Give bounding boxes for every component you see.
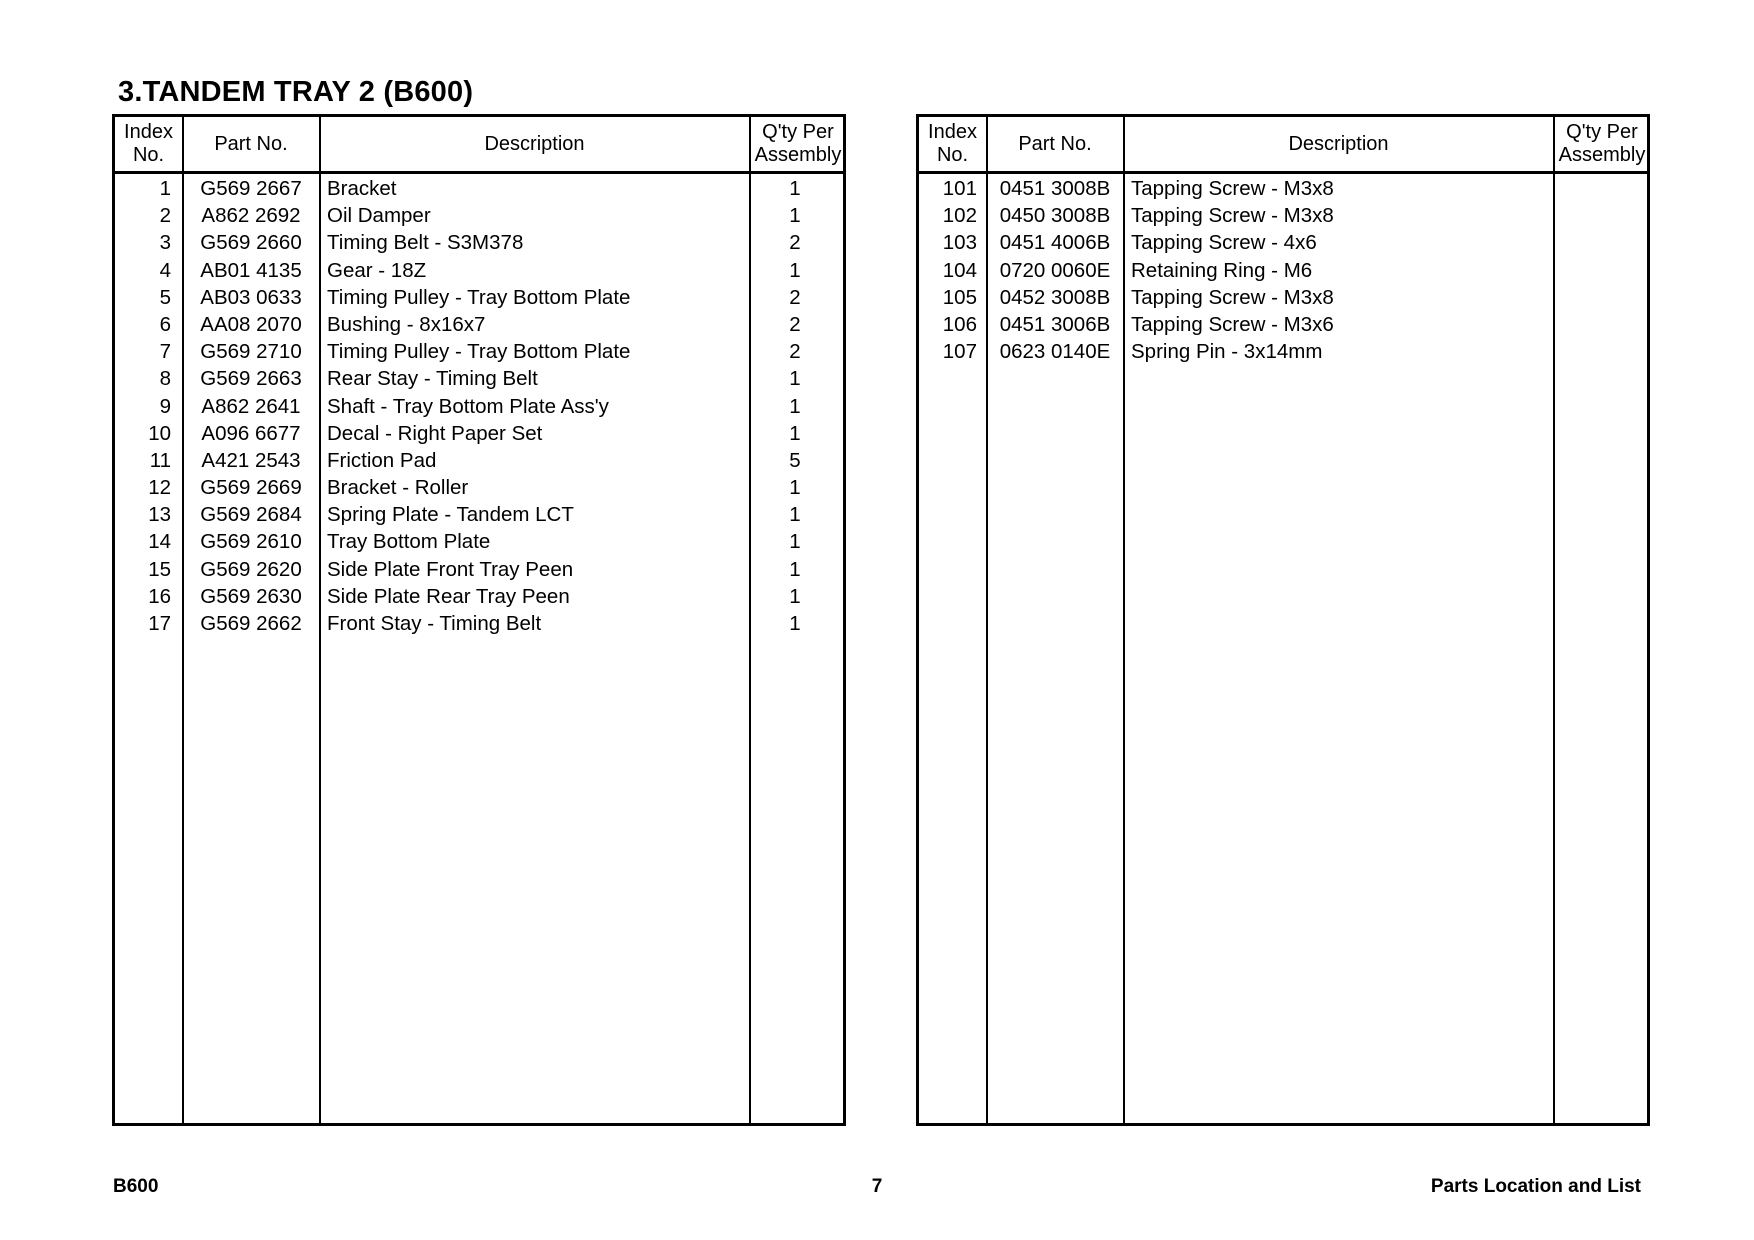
description-cell: Retaining Ring - M6 — [1131, 258, 1313, 282]
qty-cell: 1 — [789, 258, 801, 282]
table-row — [115, 338, 843, 365]
qty-cell — [1554, 311, 1644, 338]
part-no-cell: 0451 4006B — [999, 231, 1111, 255]
description-cell: Bracket - Roller — [327, 476, 469, 500]
page-title: 3.TANDEM TRAY 2 (B600) — [118, 76, 474, 108]
index-cell: 12 — [148, 476, 171, 500]
table-row — [115, 311, 843, 338]
table-row — [919, 284, 1647, 311]
part-no-cell: 0451 3008B — [999, 177, 1111, 200]
index-cell: 106 — [942, 312, 977, 336]
index-cell: 15 — [148, 557, 171, 581]
description-cell: Bracket — [327, 177, 397, 200]
table-row — [919, 229, 1647, 256]
part-no-cell: A862 2641 — [201, 394, 301, 418]
part-no-cell: G569 2667 — [200, 177, 302, 200]
index-cell: 105 — [942, 285, 977, 309]
header-index: Index No. — [928, 121, 977, 166]
qty-cell: 1 — [789, 503, 801, 527]
part-no-cell: 0720 0060E — [999, 258, 1111, 282]
description-cell: Side Plate Front Tray Peen — [327, 557, 574, 581]
description-cell: Spring Pin - 3x14mm — [1131, 340, 1323, 364]
table-row — [115, 257, 843, 284]
qty-cell: 2 — [789, 231, 801, 255]
parts-rows-right — [919, 175, 1647, 365]
qty-cell: 1 — [789, 421, 801, 445]
index-cell: 11 — [149, 448, 171, 472]
description-cell: Tapping Screw - M3x8 — [1131, 285, 1334, 309]
header-divider — [919, 171, 1647, 174]
table-row — [115, 175, 843, 202]
part-no-cell: G569 2684 — [200, 503, 302, 527]
description-cell: Timing Pulley - Tray Bottom Plate — [327, 285, 631, 309]
index-cell: 104 — [942, 258, 977, 282]
index-cell: 14 — [148, 530, 171, 554]
index-cell: 8 — [159, 367, 171, 391]
description-cell: Decal - Right Paper Set — [327, 421, 543, 445]
table-row — [919, 311, 1647, 338]
table-row — [115, 583, 843, 610]
description-cell: Rear Stay - Timing Belt — [327, 367, 538, 391]
footer-page-number: 7 — [871, 1176, 883, 1197]
index-cell: 13 — [148, 503, 171, 527]
description-cell: Oil Damper — [327, 204, 431, 228]
table-row — [115, 528, 843, 555]
part-no-cell: 0452 3008B — [999, 285, 1111, 309]
index-cell: 9 — [159, 394, 171, 418]
part-no-cell: G569 2660 — [200, 231, 302, 255]
qty-cell — [1554, 175, 1644, 202]
index-cell: 4 — [159, 258, 171, 282]
index-cell: 17 — [148, 612, 171, 635]
description-cell: Front Stay - Timing Belt — [327, 612, 542, 635]
part-no-cell: G569 2663 — [200, 367, 302, 391]
table-row — [115, 393, 843, 420]
part-no-cell: A862 2692 — [201, 204, 301, 228]
qty-cell: 5 — [789, 448, 801, 472]
table-row — [115, 229, 843, 256]
qty-cell: 1 — [789, 612, 801, 635]
footer-section-title: Parts Location and List — [1430, 1176, 1641, 1197]
qty-cell — [1554, 284, 1644, 311]
qty-cell: 2 — [789, 340, 801, 364]
index-cell: 101 — [942, 177, 977, 200]
table-row — [115, 447, 843, 474]
description-cell: Tray Bottom Plate — [327, 530, 491, 554]
description-cell: Tapping Screw - M3x6 — [1131, 312, 1334, 336]
table-row — [115, 556, 843, 583]
qty-cell — [1554, 257, 1644, 284]
table-row — [919, 202, 1647, 229]
qty-cell: 1 — [789, 177, 801, 200]
part-no-cell: G569 2669 — [200, 476, 302, 500]
header-qty: Q'ty Per Assembly — [1558, 121, 1646, 166]
table-row — [115, 501, 843, 528]
qty-cell: 2 — [789, 285, 801, 309]
qty-cell: 1 — [789, 584, 801, 608]
part-no-cell: A421 2543 — [201, 448, 301, 472]
table-row — [115, 365, 843, 392]
parts-table-left — [112, 114, 846, 1126]
part-no-cell: AB03 0633 — [200, 285, 302, 309]
header-description: Description — [1288, 132, 1389, 155]
part-no-cell: 0451 3006B — [999, 312, 1111, 336]
table-row — [115, 420, 843, 447]
header-part-no: Part No. — [1018, 132, 1092, 155]
index-cell: 6 — [159, 312, 171, 336]
table-row — [919, 338, 1647, 365]
table-row — [919, 257, 1647, 284]
footer-model: B600 — [113, 1176, 159, 1197]
qty-cell: 1 — [789, 476, 801, 500]
part-no-cell: AB01 4135 — [200, 258, 302, 282]
parts-table-right — [916, 114, 1650, 1126]
table-row — [115, 610, 843, 637]
part-no-cell: G569 2620 — [200, 557, 302, 581]
description-cell: Side Plate Rear Tray Peen — [327, 584, 570, 608]
header-qty: Q'ty Per Assembly — [754, 121, 842, 166]
index-cell: 107 — [942, 340, 977, 364]
qty-cell: 1 — [789, 367, 801, 391]
index-cell: 7 — [159, 340, 171, 364]
header-part-no: Part No. — [214, 132, 288, 155]
part-no-cell: AA08 2070 — [200, 312, 302, 336]
description-cell: Gear - 18Z — [327, 258, 427, 282]
part-no-cell: G569 2662 — [200, 612, 302, 635]
index-cell: 103 — [942, 231, 977, 255]
qty-cell: 2 — [789, 312, 801, 336]
part-no-cell: 0450 3008B — [999, 204, 1111, 228]
description-cell: Timing Belt - S3M378 — [327, 231, 524, 255]
index-cell: 5 — [159, 285, 171, 309]
part-no-cell: 0623 0140E — [999, 340, 1111, 364]
header-index: Index No. — [124, 121, 173, 166]
header-divider — [115, 171, 843, 174]
description-cell: Tapping Screw - M3x8 — [1131, 177, 1334, 200]
part-no-cell: A096 6677 — [201, 421, 301, 445]
part-no-cell: G569 2630 — [200, 584, 302, 608]
qty-cell: 1 — [789, 557, 801, 581]
qty-cell — [1554, 202, 1644, 229]
table-row — [115, 284, 843, 311]
qty-cell — [1554, 338, 1644, 365]
table-row — [115, 202, 843, 229]
description-cell: Timing Pulley - Tray Bottom Plate — [327, 340, 631, 364]
description-cell: Tapping Screw - 4x6 — [1131, 231, 1317, 255]
description-cell: Tapping Screw - M3x8 — [1131, 204, 1334, 228]
qty-cell: 1 — [789, 530, 801, 554]
index-cell: 16 — [148, 584, 171, 608]
part-no-cell: G569 2710 — [200, 340, 302, 364]
part-no-cell: G569 2610 — [200, 530, 302, 554]
qty-cell: 1 — [789, 394, 801, 418]
description-cell: Bushing - 8x16x7 — [327, 312, 486, 336]
table-row — [115, 474, 843, 501]
index-cell: 2 — [159, 204, 171, 228]
index-cell: 1 — [159, 177, 171, 200]
qty-cell — [1554, 229, 1644, 256]
description-cell: Shaft - Tray Bottom Plate Ass'y — [327, 394, 609, 418]
description-cell: Spring Plate - Tandem LCT — [327, 503, 574, 527]
qty-cell: 1 — [789, 204, 801, 228]
header-description: Description — [484, 132, 585, 155]
description-cell: Friction Pad — [327, 448, 437, 472]
parts-rows-left — [115, 175, 843, 637]
index-cell: 102 — [942, 204, 977, 228]
index-cell: 3 — [159, 231, 171, 255]
index-cell: 10 — [148, 421, 171, 445]
table-row — [919, 175, 1647, 202]
